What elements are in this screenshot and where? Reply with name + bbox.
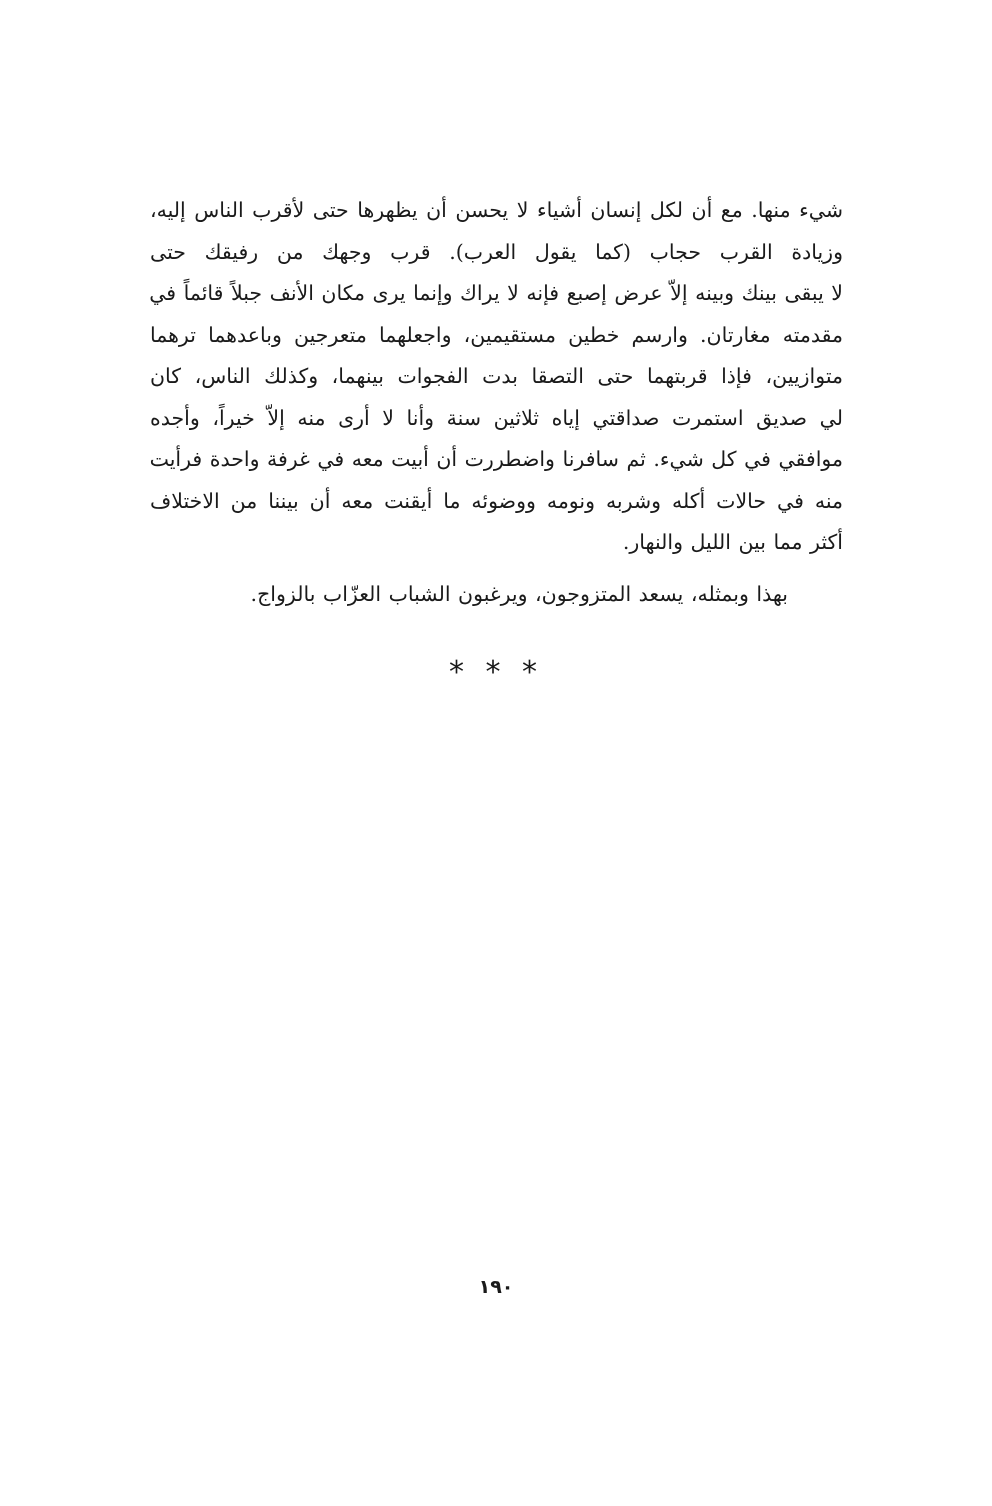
paragraph-1-line-5: متوازيين، فإذا قربتهما حتى التصقا بدت الفجوات بينهما، وكذلك الناس، كان: [150, 364, 843, 388]
paragraph-1-line-9: أكثر مما بين الليل والنهار.: [622, 530, 843, 554]
paragraph-1-line-6: لي صديق استمرت صداقتي إياه ثلاثين سنة وأنا لا أرى منه إلاّ خيراً، وأجده: [150, 405, 843, 430]
paragraph-1-line-4: مقدمته مغارتان. وارسم خطين مستقيمين، واجعلهما متعرجين وباعدهما ترهما: [150, 322, 843, 347]
paragraph-1-line-8: منه في حالات أكله وشربه ونومه ووضوئه ما أيقنت معه أن بيننا من الاختلاف: [150, 488, 843, 513]
paragraph-2: بهذا وبمثله، يسعد المتزوجون، ويرغبون الشباب العزّاب بالزواج.: [250, 581, 788, 606]
paragraph-1-line-2: وزيادة القرب حجاب (كما يقول العرب). قرب وجهك من رفيقك حتى: [150, 239, 843, 264]
section-separator: * * *: [448, 655, 544, 690]
paragraph-1-line-7: موافقي في كل شيء. ثم سافرنا واضطررت أن أبيت معه في غرفة واحدة فرأيت: [149, 447, 843, 471]
paragraph-1-line-1: شيء منها. مع أن لكل إنسان أشياء لا يحسن أن يظهرها حتى لأقرب الناس إليه،: [150, 198, 843, 222]
paragraph-1-line-3: لا يبقى بينك وبينه إلاّ عرض إصبع فإنه لا يراك وإنما يرى مكان الأنف جبلاً قائماً في: [149, 281, 843, 305]
body-text: [150, 190, 843, 615]
page-number: ١٩٠: [478, 1276, 514, 1298]
